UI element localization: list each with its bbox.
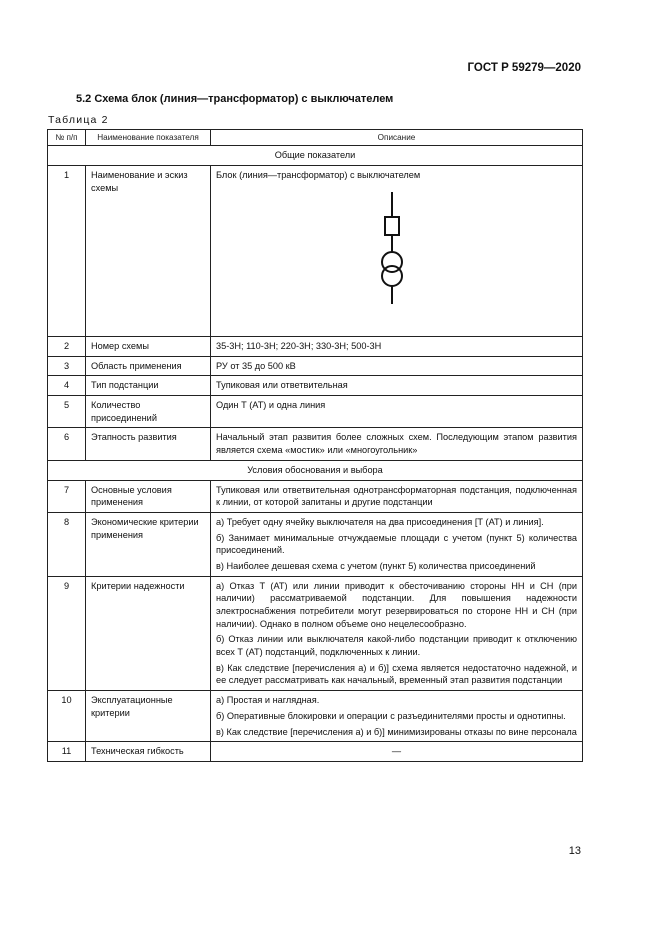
row-desc-text: РУ от 35 до 500 кВ [216, 360, 296, 371]
table-row [48, 512, 583, 576]
row-desc-text: Тупиковая или ответвительная [216, 380, 348, 391]
row-num: 7 [48, 480, 86, 512]
row-num: 2 [48, 337, 86, 357]
row-name: Область применения [86, 356, 211, 376]
row-desc-item: а) Простая и наглядная. [216, 695, 320, 706]
row-name: Тип подстанции [86, 376, 211, 396]
table-row [48, 480, 583, 512]
row-num: 10 [48, 691, 86, 742]
table-caption: Таблица 2 [48, 114, 109, 126]
row-desc-text: Один Т (АТ) и одна линия [216, 400, 326, 411]
row-num: 6 [48, 428, 86, 460]
row-name: Основные условия применения [86, 480, 211, 512]
table-row [48, 376, 583, 396]
row-name: Критерии надежности [86, 576, 211, 691]
row-num: 5 [48, 396, 86, 428]
table-row [48, 428, 583, 460]
row-num: 3 [48, 356, 86, 376]
row-name: Эксплуатационные критерии [86, 691, 211, 742]
table-header-row [48, 130, 583, 146]
row-desc [211, 376, 583, 396]
header-desc: Описание [211, 130, 583, 146]
row-num: 11 [48, 742, 86, 762]
breaker-icon [385, 217, 399, 235]
row-desc-item: в) Как следствие [перечисления а) и б)] схема является недостаточно надежной, и ее следует рассматривать как начальный, временный этап развития подстанции [216, 662, 577, 686]
row-num: 4 [48, 376, 86, 396]
row-desc-text: Блок (линия—трансформатор) с выключателем [216, 170, 421, 180]
table-row [48, 576, 583, 691]
row-desc [211, 396, 583, 428]
row-desc-item: б) Занимает минимальные отчуждаемые площади с учетом (пункт 5) количества присоединений. [216, 532, 577, 556]
group-row [48, 460, 583, 480]
group-row [48, 146, 583, 166]
block-scheme-diagram [377, 192, 407, 304]
row-num: 1 [48, 166, 86, 337]
row-name: Номер схемы [86, 337, 211, 357]
row-desc [211, 691, 583, 742]
row-desc [211, 512, 583, 576]
row-name: Количество присоединений [86, 396, 211, 428]
row-desc [211, 742, 583, 762]
table-row [48, 337, 583, 357]
row-desc-item: б) Оперативные блокировки и операции с разъединителями просты и однотипны. [216, 710, 566, 721]
header-name: Наименование показателя [86, 130, 211, 146]
row-desc [211, 480, 583, 512]
section-title: 5.2 Схема блок (линия—трансформатор) с выключателем [76, 93, 394, 105]
page-number: 13 [568, 845, 581, 857]
row-desc-item: в) Наиболее дешевая схема с учетом (пункт 5) количества присоединений [216, 560, 536, 571]
header-num: № п/п [48, 130, 86, 146]
spec-table [47, 129, 583, 762]
row-num: 8 [48, 512, 86, 576]
table-row [48, 742, 583, 762]
row-desc-item: б) Отказ линии или выключателя какой-либо подстанции приводит к отключению всех Т (АТ) подстанций, подключенных к линии. [216, 634, 577, 658]
table-row [48, 356, 583, 376]
row-desc-text: 35-3Н; 110-3Н; 220-3Н; 330-3Н; 500-3Н [216, 341, 382, 351]
table-row [48, 396, 583, 428]
row-desc-text: — [391, 746, 402, 757]
row-desc [211, 576, 583, 691]
row-desc [211, 337, 583, 357]
row-num: 9 [48, 576, 86, 691]
row-desc-item: в) Как следствие [перечисления а) и б)] минимизированы отказы по вине персонала [216, 726, 577, 737]
table-row [48, 166, 583, 337]
transformer-winding-2-icon [382, 266, 402, 286]
row-desc-text: Начальный этап развития более сложных схем. Последующим этапом развития является схема «мостик» или «многоугольник» [216, 432, 577, 456]
row-name: Наименование и эскиз схемы [86, 166, 211, 337]
row-desc-item: а) Требует одну ячейку выключателя на два присоединения [Т (АТ) и линия]. [216, 516, 544, 527]
group-general: Общие показатели [48, 146, 583, 166]
row-desc [211, 428, 583, 460]
table-row [48, 691, 583, 742]
row-desc [211, 356, 583, 376]
row-desc-text: Тупиковая или ответвительная однотрансформаторная подстанция, подключенная к линии, от которой запитаны и другие подстанции [216, 484, 577, 508]
group-conditions: Условия обоснования и выбора [48, 460, 583, 480]
row-name: Этапность развития [86, 428, 211, 460]
row-desc [211, 166, 583, 337]
row-name: Техническая гибкость [86, 742, 211, 762]
row-name: Экономические критерии применения [86, 512, 211, 576]
row-desc-item: а) Отказ Т (АТ) или линии приводит к обесточиванию стороны НН и СН (при наличии) рассматриваемой подстанции. Для повышения надежности электроснабжения потребители могут резервироваться по стороне НН и СН (при наличии). Однако в полном объеме оно нецелесообразно. [216, 580, 577, 629]
standard-code: ГОСТ Р 59279—2020 [467, 62, 581, 74]
